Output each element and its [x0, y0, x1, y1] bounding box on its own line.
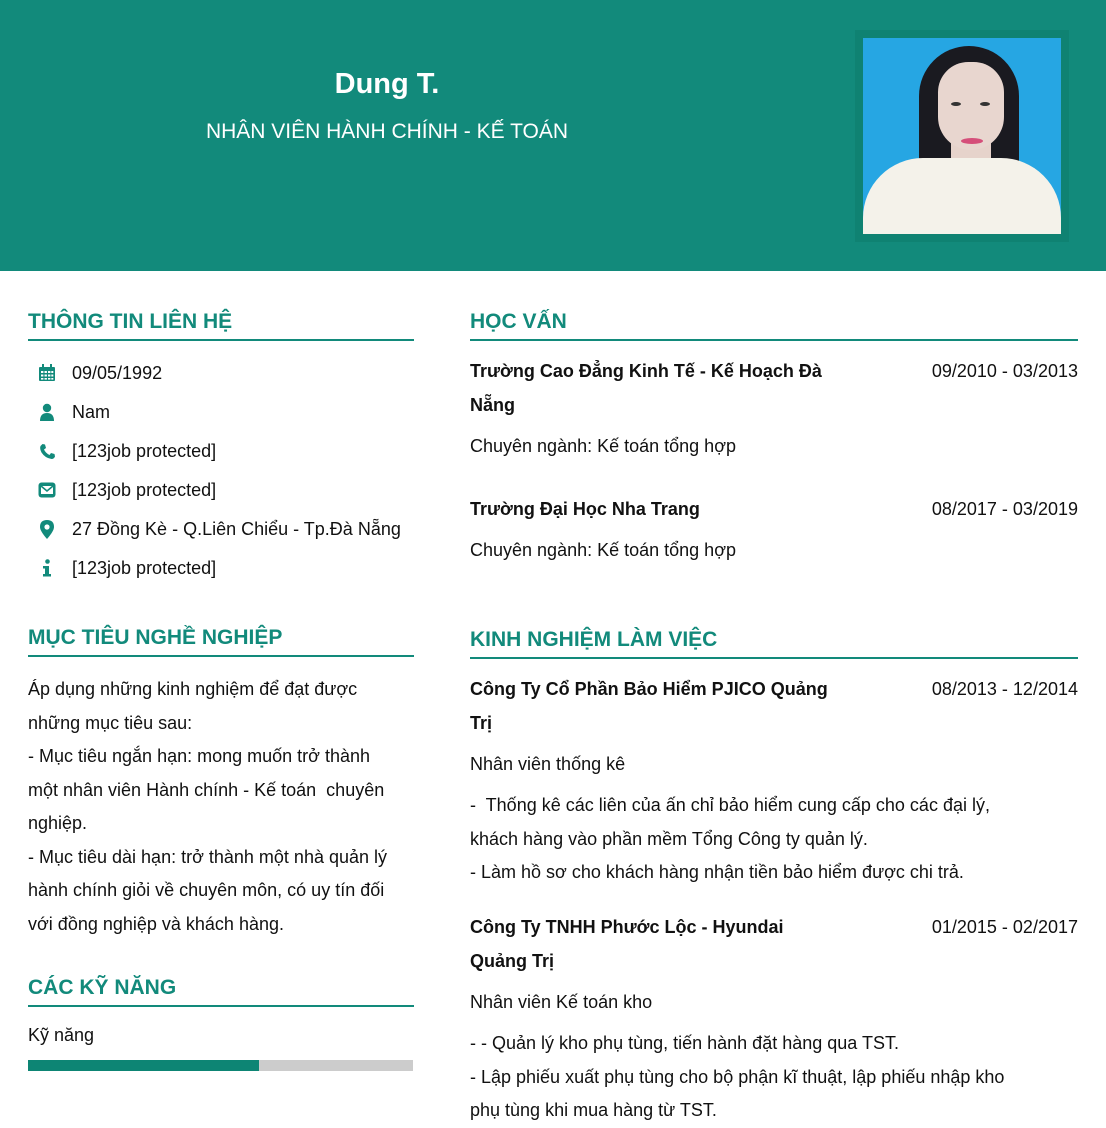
education-major: Chuyên ngành: Kế toán tổng hợp	[470, 540, 737, 560]
company-name: Công Ty TNHH Phước Lộc - Hyundai Quảng Trị	[470, 917, 784, 971]
phone-value: [123job protected]	[72, 440, 217, 461]
experience-details: - Thống kê các liên của ấn chỉ bảo hiểm cung cấp cho các đại lý, khách hàng vào phần mềm Tổng Công ty quản lý. - Làm hồ sơ cho khách hàng nhận tiền bảo hiểm được chi trả.	[470, 795, 990, 882]
email-value: [123job protected]	[72, 479, 217, 500]
contact-item-email	[36, 478, 216, 502]
skill-progress-bar	[28, 1060, 413, 1071]
address-value: 27 Đồng Kè - Q.Liên Chiểu - Tp.Đà Nẵng	[72, 518, 401, 539]
experience-position: Nhân viên Kế toán kho	[470, 992, 653, 1012]
objective-line: - Mục tiêu ngắn hạn: mong muốn trở thành	[28, 746, 370, 766]
profile-photo	[863, 38, 1061, 234]
profile-photo-frame	[855, 30, 1069, 242]
education-major: Chuyên ngành: Kế toán tổng hợp	[470, 436, 737, 456]
objective-line: một nhân viên Hành chính - Kế toán chuyên	[28, 779, 385, 800]
company-name: Công Ty Cổ Phần Bảo Hiểm PJICO Quảng Trị	[470, 679, 828, 733]
objective-line: nghiệp.	[28, 813, 88, 833]
candidate-name: Dung T.	[334, 68, 440, 100]
education-dates: 09/2010 - 03/2013	[931, 361, 1078, 381]
candidate-job-title: NHÂN VIÊN HÀNH CHÍNH - KẾ TOÁN	[205, 120, 569, 143]
contact-item-info	[36, 556, 216, 580]
skills-section-title: CÁC KỸ NĂNG	[28, 976, 414, 1007]
info-value: [123job protected]	[72, 557, 217, 578]
envelope-icon	[36, 479, 58, 501]
education-section-title: HỌC VẤN	[470, 310, 1078, 341]
school-name: Trường Cao Đẳng Kinh Tế - Kế Hoạch Đà Nẵng	[470, 361, 822, 415]
objective-line: hành chính giỏi về chuyên môn, có uy tín đối	[28, 880, 385, 900]
calendar-icon	[36, 362, 58, 384]
gender-value: Nam	[72, 401, 111, 422]
objective-section-title: MỤC TIÊU NGHỀ NGHIỆP	[28, 626, 414, 657]
experience-position: Nhân viên thống kê	[470, 754, 626, 774]
contact-section-title: THÔNG TIN LIÊN HỆ	[28, 310, 414, 341]
school-name: Trường Đại Học Nha Trang	[470, 499, 700, 519]
contact-item-phone	[36, 439, 216, 463]
skill-label: Kỹ năng	[28, 1025, 95, 1045]
objective-line: - Mục tiêu dài hạn: trở thành một nhà quản lý	[28, 846, 388, 867]
education-dates: 08/2017 - 03/2019	[931, 499, 1078, 519]
contact-item-gender	[36, 400, 110, 424]
contact-item-birthdate	[36, 361, 162, 385]
contact-item-address	[36, 517, 401, 541]
info-icon	[36, 557, 58, 579]
experience-section-title: KINH NGHIỆM LÀM VIỆC	[470, 628, 1078, 659]
objective-text	[28, 673, 428, 941]
skill-progress-fill	[28, 1060, 259, 1071]
objective-line: Áp dụng những kinh nghiệm để đạt được	[28, 679, 358, 699]
experience-dates: 08/2013 - 12/2014	[931, 679, 1078, 699]
objective-line: với đồng nghiệp và khách hàng.	[28, 913, 284, 934]
experience-dates: 01/2015 - 02/2017	[931, 917, 1078, 937]
objective-line: những mục tiêu sau:	[28, 712, 193, 733]
cv-header	[0, 0, 1106, 271]
birthdate-value: 09/05/1992	[72, 362, 163, 383]
phone-icon	[36, 440, 58, 462]
map-marker-icon	[36, 518, 58, 540]
experience-details: - - Quản lý kho phụ tùng, tiến hành đặt hàng qua TST. - Lập phiếu xuất phụ tùng cho bộ phận kĩ thuật, lập phiếu nhập kho phụ tùng khi mua hàng từ TST.	[470, 1033, 1005, 1120]
user-icon	[36, 401, 58, 423]
